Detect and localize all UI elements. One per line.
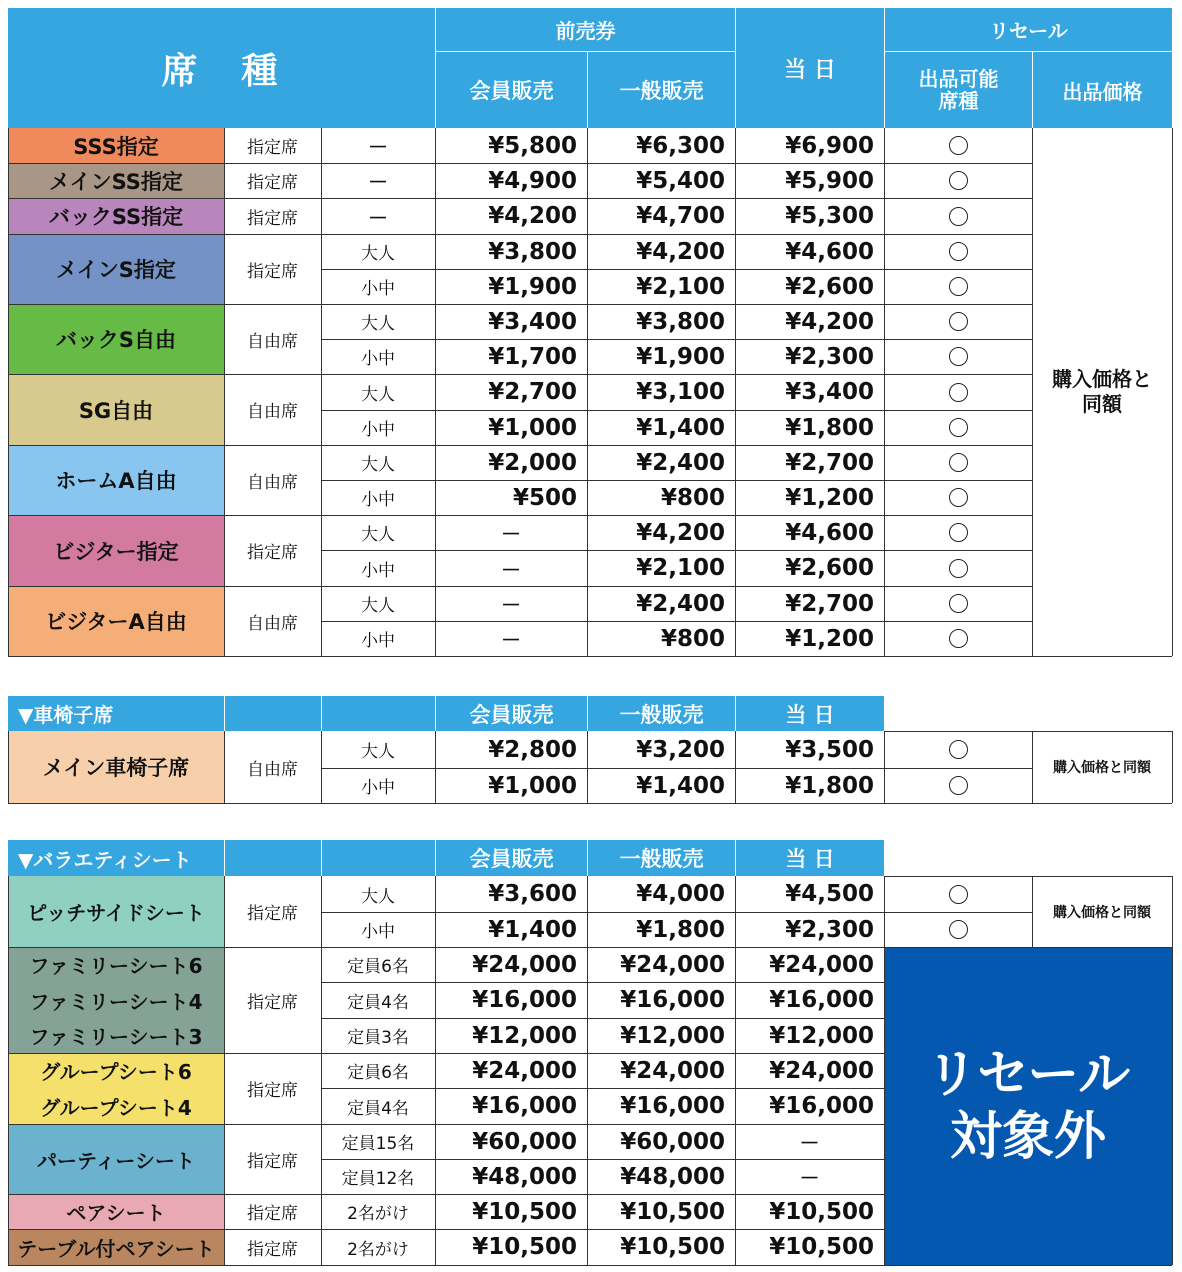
grid-line [884, 876, 1172, 877]
grid-line [587, 876, 588, 947]
dayof-price-cell: ¥2,600 [785, 555, 874, 581]
capacity-cell: 定員15名 [341, 1134, 415, 1154]
grid-line [8, 947, 9, 1265]
grid-line [8, 163, 1032, 164]
seat-kind-cell: 自由席 [247, 402, 298, 422]
grid-line [1172, 876, 1173, 947]
grid-line [8, 445, 1032, 446]
seat-kind-cell: 自由席 [247, 331, 298, 352]
grid-line [735, 876, 736, 947]
circle-icon [949, 453, 968, 472]
seat-name-cell: グループシート6 [8, 1053, 224, 1088]
circle-icon [949, 347, 968, 366]
circle-icon [949, 594, 968, 613]
capacity-cell: 定員6名 [347, 957, 409, 977]
capacity-cell: 定員4名 [347, 992, 409, 1013]
grid-line [1032, 128, 1033, 656]
grid-line [8, 128, 9, 656]
resale-eligible-circle-icon [884, 550, 1032, 586]
resale-eligible-circle-icon [884, 374, 1032, 410]
grid-line [321, 1159, 884, 1160]
seat-kind-cell: 自由席 [247, 613, 298, 634]
circle-icon [949, 383, 968, 402]
member-price-cell: ¥1,000 [488, 414, 577, 441]
member-price-cell: － [501, 522, 521, 546]
grid-line [321, 731, 322, 803]
grid-line [8, 515, 1032, 516]
seat-name-cell: パーティーシート [8, 1124, 224, 1194]
resale-eligible-circle-icon [884, 515, 1032, 550]
age-cell: 大人 [361, 596, 395, 616]
general-price-cell: ¥800 [660, 625, 725, 652]
general-price-cell: ¥12,000 [620, 1022, 725, 1049]
seat-kind-cell: 指定席 [247, 1204, 298, 1224]
grid-line [8, 374, 1032, 375]
age-cell: 小中 [361, 560, 395, 581]
member-price-cell: ¥2,700 [488, 379, 577, 405]
member-price-cell: ¥1,700 [488, 343, 577, 370]
general-price-cell: ¥5,400 [636, 167, 725, 194]
grid-line [321, 410, 1032, 411]
circle-icon [949, 242, 968, 261]
header-dayof: 当 日 [735, 8, 884, 128]
member-price-cell: ¥4,200 [488, 203, 577, 229]
general-price-cell: ¥1,400 [636, 414, 725, 441]
circle-icon [949, 776, 968, 795]
grid-line [1172, 128, 1173, 656]
circle-icon [949, 277, 968, 296]
age-cell: 大人 [361, 455, 395, 475]
member-price-cell: ¥24,000 [472, 1057, 577, 1084]
age-cell: 小中 [361, 490, 395, 510]
general-price-cell: ¥4,700 [636, 203, 725, 229]
dayof-price-cell: ¥12,000 [769, 1022, 874, 1049]
dayof-price-cell: － [799, 1131, 820, 1155]
grid-line [1032, 731, 1033, 803]
not-resale-notice: リセール 対象外 [884, 947, 1172, 1265]
circle-icon [949, 629, 968, 648]
member-price-cell: － [501, 557, 521, 582]
grid-line [435, 876, 436, 947]
resale-eligible-circle-icon [884, 621, 1032, 656]
seat-kind-cell: 指定席 [247, 543, 298, 563]
general-price-cell: ¥10,500 [620, 1234, 725, 1260]
member-price-cell: ¥48,000 [472, 1163, 577, 1190]
age-cell: 小中 [361, 420, 395, 440]
seat-name-cell: メイン車椅子席 [8, 731, 224, 803]
header-dayof: 当 日 [735, 840, 884, 876]
grid-line [884, 731, 885, 803]
dayof-price-cell: ¥4,500 [785, 881, 874, 907]
resale-eligible-circle-icon [884, 410, 1032, 445]
grid-line [321, 480, 1032, 481]
seat-name-cell: ホームA自由 [8, 445, 224, 515]
variety-section-title: ▼バラエティシート [8, 840, 224, 876]
wheelchair-section-title: ▼車椅子席 [8, 696, 224, 731]
member-price-cell: ¥1,900 [488, 273, 577, 300]
dayof-price-cell: ¥16,000 [769, 987, 874, 1013]
member-price-cell: ¥24,000 [472, 951, 577, 978]
member-price-cell: ¥3,800 [488, 238, 577, 265]
dayof-price-cell: ¥6,900 [785, 132, 874, 159]
seat-kind-cell: 指定席 [247, 261, 298, 282]
circle-icon [949, 207, 968, 226]
capacity-cell: 2名がけ [347, 1239, 409, 1260]
grid-line [8, 731, 9, 803]
grid-line [1032, 876, 1033, 947]
dayof-price-cell: ¥1,800 [785, 772, 874, 799]
member-price-cell: ¥16,000 [472, 1093, 577, 1119]
general-price-cell: ¥16,000 [620, 987, 725, 1013]
grid-line [321, 912, 1032, 913]
seat-kind-cell: 指定席 [247, 904, 298, 924]
seat-kind-cell: 自由席 [247, 759, 298, 780]
grid-line [8, 586, 1032, 587]
header-general: 一般販売 [587, 52, 735, 128]
dayof-price-cell: ¥10,500 [769, 1234, 874, 1260]
resale-eligible-circle-icon [884, 269, 1032, 304]
age-cell: 大人 [361, 525, 395, 545]
seat-name-cell: ファミリーシート4 [8, 982, 224, 1018]
resale-price-note: 購入価格と同額 [1053, 904, 1151, 921]
circle-icon [949, 488, 968, 507]
seat-name-cell: バックSS指定 [8, 198, 224, 234]
dayof-price-cell: ¥4,600 [785, 519, 874, 546]
general-price-cell: ¥3,200 [636, 736, 725, 763]
seat-name-cell: グループシート4 [8, 1088, 224, 1124]
age-cell: － [368, 135, 388, 159]
grid-line [8, 1265, 1172, 1266]
grid-line [224, 128, 225, 656]
age-cell: 大人 [361, 314, 395, 334]
member-price-cell: ¥12,000 [472, 1022, 577, 1049]
circle-icon [949, 885, 968, 904]
resale-eligible-circle-icon [884, 731, 1032, 768]
grid-line [8, 876, 9, 947]
seat-kind-cell: 指定席 [247, 1239, 298, 1260]
seat-kind-cell: 指定席 [247, 138, 298, 158]
grid-line [587, 128, 588, 656]
capacity-cell: 定員4名 [347, 1098, 409, 1119]
capacity-cell: 2名がけ [347, 1204, 409, 1224]
circle-icon [949, 740, 968, 759]
header-dayof: 当 日 [735, 696, 884, 731]
header-general: 一般販売 [587, 840, 735, 876]
grid-line [884, 128, 885, 656]
member-price-cell: ¥500 [512, 484, 577, 511]
seat-name-cell: ビジター指定 [8, 515, 224, 586]
grid-line [1172, 947, 1173, 1265]
dayof-price-cell: － [799, 1166, 820, 1190]
age-cell: 大人 [361, 742, 395, 762]
header-general: 一般販売 [587, 696, 735, 731]
grid-line [321, 876, 322, 947]
member-price-cell: ¥2,000 [488, 449, 577, 476]
grid-line [321, 621, 1032, 622]
header-seat-type: 席 種 [8, 8, 435, 128]
grid-line [224, 947, 225, 1265]
resale-eligible-circle-icon [884, 768, 1032, 803]
dayof-price-cell: ¥1,800 [785, 414, 874, 441]
seat-name-cell: ビジターA自由 [8, 586, 224, 656]
seat-name-cell: ファミリーシート3 [8, 1018, 224, 1053]
resale-eligible-circle-icon [884, 912, 1032, 947]
age-cell: 小中 [361, 349, 395, 369]
general-price-cell: ¥3,100 [636, 379, 725, 405]
resale-eligible-circle-icon [884, 128, 1032, 163]
dayof-price-cell: ¥4,200 [785, 308, 874, 335]
grid-line [8, 656, 1172, 657]
resale-eligible-circle-icon [884, 234, 1032, 269]
seat-kind-cell: 指定席 [247, 992, 298, 1013]
general-price-cell: ¥800 [660, 484, 725, 511]
seat-name-cell: SSS指定 [8, 128, 224, 163]
grid-line [1172, 731, 1173, 803]
member-price-cell: ¥16,000 [472, 987, 577, 1013]
grid-line [321, 550, 1032, 551]
grid-line [321, 1088, 884, 1089]
grid-line [224, 731, 225, 803]
resale-price-note: 購入価格と同額 [1053, 760, 1151, 776]
grid-line [8, 1229, 884, 1230]
grid-line [884, 731, 1172, 732]
general-price-cell: ¥2,100 [636, 555, 725, 581]
grid-line [321, 947, 322, 1265]
dayof-price-cell: ¥2,700 [785, 449, 874, 476]
grid-line [321, 128, 322, 656]
general-price-cell: ¥4,200 [636, 519, 725, 546]
member-price-cell: ¥1,400 [488, 916, 577, 943]
header-resale-price: 出品価格 [1032, 52, 1172, 128]
header-blank [224, 840, 321, 876]
dayof-price-cell: ¥2,300 [785, 916, 874, 943]
dayof-price-cell: ¥16,000 [769, 1093, 874, 1119]
seat-name-cell: ファミリーシート6 [8, 947, 224, 982]
dayof-price-cell: ¥5,900 [785, 167, 874, 194]
grid-line [321, 982, 884, 983]
seat-name-cell: ペアシート [8, 1194, 224, 1229]
circle-icon [949, 312, 968, 331]
dayof-price-cell: ¥2,300 [785, 343, 874, 370]
grid-line [735, 947, 736, 1265]
seat-kind-cell: 指定席 [247, 173, 298, 193]
general-price-cell: ¥48,000 [620, 1163, 725, 1190]
grid-line [884, 947, 885, 1265]
seat-name-cell: メインSS指定 [8, 163, 224, 198]
general-price-cell: ¥4,200 [636, 238, 725, 265]
grid-line [735, 128, 736, 656]
grid-line [587, 731, 588, 803]
dayof-price-cell: ¥2,600 [785, 273, 874, 300]
resale-eligible-circle-icon [884, 586, 1032, 621]
seat-kind-cell: 指定席 [247, 1151, 298, 1172]
grid-line [8, 304, 1032, 305]
age-cell: 小中 [361, 631, 395, 651]
grid-line [8, 234, 1032, 235]
general-price-cell: ¥4,000 [636, 881, 725, 907]
grid-line [8, 198, 1032, 199]
circle-icon [949, 559, 968, 578]
general-price-cell: ¥3,800 [636, 308, 725, 335]
circle-icon [949, 136, 968, 155]
grid-line [321, 339, 1032, 340]
member-price-cell: ¥3,600 [488, 881, 577, 907]
circle-icon [949, 920, 968, 939]
dayof-price-cell: ¥24,000 [769, 951, 874, 978]
age-cell: － [368, 170, 388, 194]
age-cell: 大人 [361, 886, 395, 907]
dayof-price-cell: ¥1,200 [785, 625, 874, 652]
member-price-cell: ¥3,400 [488, 308, 577, 335]
grid-line [321, 768, 1032, 769]
grid-line [224, 876, 225, 947]
grid-line [321, 269, 1032, 270]
seat-name-cell: バックS自由 [8, 304, 224, 374]
seat-name-cell: SG自由 [8, 374, 224, 445]
member-price-cell: ¥60,000 [472, 1128, 577, 1155]
member-price-cell: ¥10,500 [472, 1198, 577, 1225]
circle-icon [949, 523, 968, 542]
grid-line [735, 731, 736, 803]
resale-eligible-circle-icon [884, 445, 1032, 480]
header-member: 会員販売 [435, 696, 587, 731]
capacity-cell: 定員3名 [347, 1028, 409, 1048]
age-cell: 小中 [361, 778, 395, 798]
resale-eligible-circle-icon [884, 198, 1032, 234]
header-blank [321, 696, 435, 731]
seat-name-cell: テーブル付ペアシート [8, 1229, 224, 1265]
resale-eligible-circle-icon [884, 163, 1032, 198]
member-price-cell: ¥4,900 [488, 167, 577, 194]
general-price-cell: ¥2,400 [636, 449, 725, 476]
dayof-price-cell: ¥1,200 [785, 484, 874, 511]
general-price-cell: ¥1,400 [636, 772, 725, 799]
resale-eligible-circle-icon [884, 876, 1032, 912]
dayof-price-cell: ¥24,000 [769, 1057, 874, 1084]
resale-price-note: 購入価格と 同額 [1052, 367, 1152, 416]
header-advance: 前売券 [435, 8, 735, 52]
grid-line [435, 947, 436, 1265]
header-member: 会員販売 [435, 840, 587, 876]
seat-name-cell: メインS指定 [8, 234, 224, 304]
age-cell: － [368, 205, 388, 230]
general-price-cell: ¥6,300 [636, 132, 725, 159]
header-member: 会員販売 [435, 52, 587, 128]
grid-line [435, 731, 436, 803]
grid-line [321, 1018, 884, 1019]
resale-eligible-circle-icon [884, 304, 1032, 339]
general-price-cell: ¥60,000 [620, 1128, 725, 1155]
age-cell: 大人 [361, 244, 395, 264]
header-resale-eligible: 出品可能 席種 [884, 52, 1032, 128]
seat-name-cell: ピッチサイドシート [8, 876, 224, 947]
seat-kind-cell: 指定席 [247, 208, 298, 229]
circle-icon [949, 171, 968, 190]
age-cell: 小中 [361, 279, 395, 299]
general-price-cell: ¥2,100 [636, 273, 725, 300]
grid-line [8, 1194, 884, 1195]
general-price-cell: ¥16,000 [620, 1093, 725, 1119]
header-blank [321, 840, 435, 876]
grid-line [435, 128, 436, 656]
dayof-price-cell: ¥3,500 [785, 736, 874, 763]
member-price-cell: ¥2,800 [488, 736, 577, 763]
header-blank [224, 696, 321, 731]
grid-line [587, 947, 588, 1265]
grid-line [8, 1124, 884, 1125]
capacity-cell: 定員12名 [341, 1169, 415, 1189]
dayof-price-cell: ¥5,300 [785, 203, 874, 229]
grid-line [8, 947, 1172, 948]
header-resale: リセール [884, 8, 1172, 52]
dayof-price-cell: ¥4,600 [785, 238, 874, 265]
general-price-cell: ¥1,800 [636, 916, 725, 943]
resale-eligible-circle-icon [884, 339, 1032, 374]
general-price-cell: ¥24,000 [620, 951, 725, 978]
age-cell: 小中 [361, 922, 395, 942]
resale-eligible-circle-icon [884, 480, 1032, 515]
general-price-cell: ¥10,500 [620, 1198, 725, 1225]
member-price-cell: ¥1,000 [488, 772, 577, 799]
age-cell: 大人 [361, 384, 395, 405]
grid-line [8, 1053, 884, 1054]
general-price-cell: ¥2,400 [636, 590, 725, 617]
grid-line [884, 876, 885, 947]
capacity-cell: 定員6名 [347, 1063, 409, 1083]
general-price-cell: ¥1,900 [636, 343, 725, 370]
member-price-cell: － [501, 628, 521, 652]
member-price-cell: ¥10,500 [472, 1234, 577, 1260]
general-price-cell: ¥24,000 [620, 1057, 725, 1084]
member-price-cell: － [501, 593, 521, 617]
dayof-price-cell: ¥2,700 [785, 590, 874, 617]
grid-line [8, 803, 1172, 804]
seat-kind-cell: 指定席 [247, 1081, 298, 1101]
dayof-price-cell: ¥10,500 [769, 1198, 874, 1225]
dayof-price-cell: ¥3,400 [785, 379, 874, 405]
circle-icon [949, 418, 968, 437]
member-price-cell: ¥5,800 [488, 132, 577, 159]
seat-kind-cell: 自由席 [247, 472, 298, 493]
